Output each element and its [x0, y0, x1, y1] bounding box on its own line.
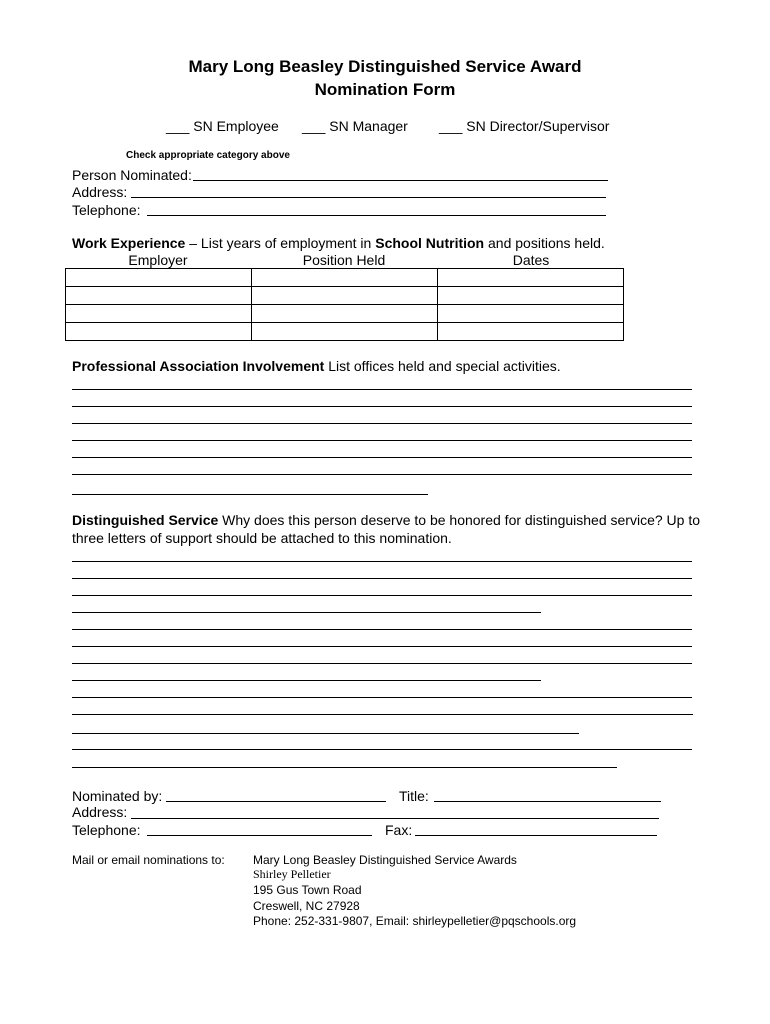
person-nominated-label: Person Nominated: [72, 167, 192, 183]
position-cell[interactable] [252, 269, 438, 287]
dates-cell[interactable] [438, 323, 624, 341]
nominator-title-field[interactable] [434, 801, 661, 802]
association-line[interactable] [72, 457, 692, 458]
form-title-line1: Mary Long Beasley Distinguished Service Award [188, 57, 582, 76]
association-line[interactable] [72, 389, 692, 390]
service-line[interactable] [72, 646, 692, 647]
nominator-title-label: Title: [399, 788, 429, 804]
person-nominated-field[interactable] [193, 180, 608, 181]
service-line[interactable] [72, 767, 617, 768]
service-line[interactable] [72, 578, 692, 579]
work-experience-table [65, 268, 624, 341]
work-text-b: and positions held. [484, 235, 605, 251]
nominator-telephone-field[interactable] [147, 835, 372, 836]
work-experience-heading: Work Experience [72, 235, 186, 251]
service-instructions-line2: three letters of support should be attached to this nomination. [72, 530, 452, 546]
nominee-telephone-field[interactable] [147, 215, 606, 216]
mail-street-address: 195 Gus Town Road [253, 883, 362, 897]
category-label: SN Director/Supervisor [466, 118, 610, 134]
service-heading: Distinguished Service [72, 512, 219, 528]
nominee-address-label: Address: [72, 184, 128, 200]
nominator-fax-field[interactable] [415, 835, 657, 836]
mail-award-name: Mary Long Beasley Distinguished Service Awards [253, 853, 517, 867]
mail-city-state-zip: Creswell, NC 27928 [253, 899, 360, 913]
employer-cell[interactable] [66, 269, 252, 287]
employer-cell[interactable] [66, 323, 252, 341]
dates-cell[interactable] [438, 269, 624, 287]
table-row [66, 323, 624, 341]
service-line[interactable] [72, 733, 579, 734]
category-blank: ___ [439, 118, 463, 134]
service-line[interactable] [72, 595, 692, 596]
association-heading: Professional Association Involvement [72, 358, 325, 374]
work-text-a: – List years of employment in [185, 235, 376, 251]
association-line[interactable] [72, 406, 692, 407]
form-title-line2: Nomination Form [314, 80, 456, 99]
nominator-address-field[interactable] [131, 818, 659, 819]
nominator-address-label: Address: [72, 804, 128, 820]
nominee-telephone-label: Telephone: [72, 202, 141, 218]
nominated-by-label: Nominated by: [72, 788, 163, 804]
category-sn-manager[interactable] [302, 118, 408, 135]
nominee-address-field[interactable] [131, 197, 606, 198]
association-instructions [72, 358, 561, 375]
service-line[interactable] [72, 749, 692, 750]
mail-nominations-label: Mail or email nominations to: [72, 853, 225, 867]
work-emphasis: School Nutrition [375, 235, 485, 251]
nominated-by-field[interactable] [166, 801, 386, 802]
category-instruction: Check appropriate category above [126, 150, 290, 161]
category-label: SN Employee [193, 118, 279, 134]
column-position-held: Position Held [302, 252, 386, 268]
nominator-telephone-label: Telephone: [72, 822, 141, 838]
category-label: SN Manager [329, 118, 408, 134]
service-text-line1: Why does this person deserve to be honored for distinguished service? Up to [218, 512, 700, 528]
employer-cell[interactable] [66, 287, 252, 305]
position-cell[interactable] [252, 287, 438, 305]
column-employer: Employer [128, 252, 188, 268]
work-experience-instructions [72, 235, 605, 252]
mail-phone-email: Phone: 252-331-9807, Email: shirleypelletier@pqschools.org [253, 914, 577, 928]
service-line[interactable] [72, 697, 692, 698]
service-line[interactable] [72, 680, 541, 681]
category-blank: ___ [302, 118, 326, 134]
dates-cell[interactable] [438, 287, 624, 305]
service-instructions-line1 [72, 512, 700, 529]
table-row [66, 305, 624, 323]
category-sn-director[interactable] [439, 118, 609, 135]
association-line[interactable] [72, 440, 692, 441]
association-line[interactable] [72, 423, 692, 424]
association-line[interactable] [72, 474, 692, 475]
service-line[interactable] [72, 561, 692, 562]
table-row [66, 287, 624, 305]
category-sn-employee[interactable] [166, 118, 279, 135]
employer-cell[interactable] [66, 305, 252, 323]
service-line[interactable] [72, 629, 692, 630]
nominator-fax-label: Fax: [385, 822, 413, 838]
table-row [66, 269, 624, 287]
association-line[interactable] [72, 494, 428, 495]
service-line[interactable] [72, 663, 692, 664]
position-cell[interactable] [252, 305, 438, 323]
category-blank: ___ [166, 118, 190, 134]
position-cell[interactable] [252, 323, 438, 341]
service-line[interactable] [72, 612, 541, 613]
mail-contact-name: Shirley Pelletier [253, 867, 331, 881]
service-line[interactable] [72, 714, 693, 715]
association-text: List offices held and special activities. [324, 358, 561, 374]
dates-cell[interactable] [438, 305, 624, 323]
column-dates: Dates [512, 252, 550, 268]
